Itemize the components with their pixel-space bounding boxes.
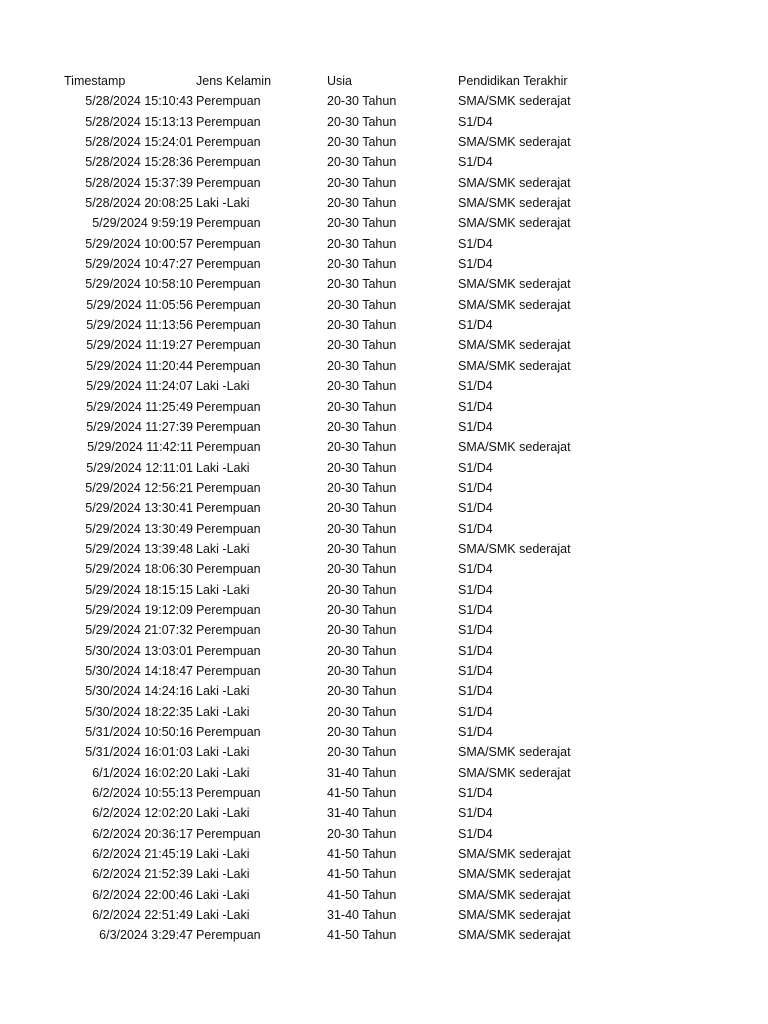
- cell-timestamp: 5/29/2024 18:06:30: [85, 562, 193, 577]
- table-row: [0, 315, 768, 335]
- cell-timestamp: 5/28/2024 15:13:13: [85, 114, 193, 129]
- cell-age: 20-30 Tahun: [327, 501, 397, 516]
- cell-education: S1/D4: [458, 236, 493, 251]
- cell-age: 20-30 Tahun: [327, 440, 397, 455]
- cell-age: 20-30 Tahun: [327, 562, 397, 577]
- cell-gender: Perempuan: [196, 501, 261, 516]
- cell-timestamp: 6/2/2024 22:00:46: [92, 887, 193, 902]
- cell-age: 20-30 Tahun: [327, 236, 397, 251]
- cell-gender: Laki -Laki: [196, 867, 250, 882]
- cell-gender: Perempuan: [196, 338, 261, 353]
- cell-education: SMA/SMK sederajat: [458, 440, 571, 455]
- cell-education: SMA/SMK sederajat: [458, 847, 571, 862]
- cell-gender: Perempuan: [196, 94, 261, 109]
- cell-age: 20-30 Tahun: [327, 358, 397, 373]
- cell-education: S1/D4: [458, 643, 493, 658]
- table-row: [0, 620, 768, 640]
- table-row: [0, 702, 768, 722]
- column-header-age: Usia: [327, 74, 353, 88]
- cell-age: 20-30 Tahun: [327, 175, 397, 190]
- cell-age: 41-50 Tahun: [327, 847, 397, 862]
- table-row: [0, 437, 768, 457]
- cell-timestamp: 5/29/2024 13:30:49: [85, 521, 193, 536]
- cell-gender: Laki -Laki: [196, 460, 250, 475]
- table-row: [0, 254, 768, 274]
- cell-gender: Laki -Laki: [196, 379, 250, 394]
- column-header-education: Pendidikan Terakhir: [458, 74, 568, 88]
- cell-gender: Perempuan: [196, 440, 261, 455]
- cell-education: SMA/SMK sederajat: [458, 745, 571, 760]
- cell-education: S1/D4: [458, 684, 493, 699]
- cell-gender: Perempuan: [196, 277, 261, 292]
- cell-age: 41-50 Tahun: [327, 867, 397, 882]
- table-row: [0, 173, 768, 193]
- cell-timestamp: 5/29/2024 19:12:09: [85, 602, 193, 617]
- cell-education: S1/D4: [458, 257, 493, 272]
- cell-gender: Perempuan: [196, 216, 261, 231]
- table-row: [0, 193, 768, 213]
- cell-education: S1/D4: [458, 806, 493, 821]
- cell-timestamp: 5/29/2024 11:20:44: [86, 358, 193, 373]
- table-row: [0, 356, 768, 376]
- table-row: [0, 213, 768, 233]
- cell-timestamp: 6/2/2024 21:52:39: [92, 867, 193, 882]
- cell-timestamp: 6/2/2024 22:51:49: [92, 908, 193, 923]
- cell-age: 20-30 Tahun: [327, 826, 397, 841]
- cell-education: SMA/SMK sederajat: [458, 216, 571, 231]
- cell-education: SMA/SMK sederajat: [458, 297, 571, 312]
- cell-timestamp: 6/2/2024 10:55:13: [92, 786, 193, 801]
- table-row: [0, 539, 768, 559]
- cell-timestamp: 5/28/2024 15:37:39: [85, 175, 193, 190]
- cell-timestamp: 5/30/2024 14:24:16: [85, 684, 193, 699]
- cell-gender: Laki -Laki: [196, 745, 250, 760]
- cell-age: 20-30 Tahun: [327, 216, 397, 231]
- cell-gender: Perempuan: [196, 419, 261, 434]
- cell-timestamp: 5/29/2024 13:39:48: [85, 541, 193, 556]
- cell-timestamp: 5/29/2024 11:24:07: [86, 379, 193, 394]
- cell-gender: Laki -Laki: [196, 765, 250, 780]
- cell-gender: Perempuan: [196, 318, 261, 333]
- table-row: [0, 458, 768, 478]
- cell-timestamp: 5/29/2024 11:13:56: [86, 318, 193, 333]
- table-row: [0, 559, 768, 579]
- cell-gender: Perempuan: [196, 521, 261, 536]
- table-row: [0, 722, 768, 742]
- cell-timestamp: 5/28/2024 15:10:43: [85, 94, 193, 109]
- cell-education: S1/D4: [458, 460, 493, 475]
- cell-education: SMA/SMK sederajat: [458, 175, 571, 190]
- cell-gender: Laki -Laki: [196, 582, 250, 597]
- cell-education: S1/D4: [458, 826, 493, 841]
- table-header-row: [0, 71, 768, 91]
- cell-age: 20-30 Tahun: [327, 460, 397, 475]
- cell-age: 20-30 Tahun: [327, 623, 397, 638]
- cell-gender: Perempuan: [196, 643, 261, 658]
- column-header-timestamp: Timestamp: [64, 74, 126, 88]
- table-row: [0, 763, 768, 783]
- cell-age: 20-30 Tahun: [327, 602, 397, 617]
- cell-timestamp: 5/28/2024 20:08:25: [85, 196, 193, 211]
- survey-response-table: [0, 71, 768, 946]
- cell-education: SMA/SMK sederajat: [458, 277, 571, 292]
- cell-gender: Laki -Laki: [196, 196, 250, 211]
- cell-gender: Perempuan: [196, 480, 261, 495]
- cell-education: S1/D4: [458, 419, 493, 434]
- cell-age: 20-30 Tahun: [327, 399, 397, 414]
- table-row: [0, 91, 768, 111]
- table-row: [0, 397, 768, 417]
- table-row: [0, 742, 768, 762]
- cell-gender: Laki -Laki: [196, 806, 250, 821]
- cell-gender: Perempuan: [196, 135, 261, 150]
- table-row: [0, 844, 768, 864]
- table-row: [0, 824, 768, 844]
- cell-gender: Perempuan: [196, 602, 261, 617]
- cell-timestamp: 6/1/2024 16:02:20: [92, 765, 193, 780]
- cell-education: SMA/SMK sederajat: [458, 908, 571, 923]
- cell-gender: Perempuan: [196, 114, 261, 129]
- cell-education: S1/D4: [458, 114, 493, 129]
- cell-age: 20-30 Tahun: [327, 135, 397, 150]
- cell-gender: Perempuan: [196, 399, 261, 414]
- table-row: [0, 600, 768, 620]
- cell-gender: Perempuan: [196, 175, 261, 190]
- cell-timestamp: 6/2/2024 21:45:19: [92, 847, 193, 862]
- cell-age: 20-30 Tahun: [327, 704, 397, 719]
- cell-age: 31-40 Tahun: [327, 765, 397, 780]
- cell-timestamp: 5/29/2024 12:56:21: [85, 480, 193, 495]
- cell-age: 20-30 Tahun: [327, 541, 397, 556]
- cell-age: 20-30 Tahun: [327, 114, 397, 129]
- cell-age: 20-30 Tahun: [327, 725, 397, 739]
- cell-timestamp: 5/29/2024 11:42:11: [87, 440, 193, 455]
- table-row: [0, 376, 768, 396]
- cell-timestamp: 5/29/2024 10:47:27: [85, 257, 193, 272]
- cell-education: SMA/SMK sederajat: [458, 358, 571, 373]
- cell-timestamp: 5/29/2024 11:19:27: [86, 338, 193, 353]
- column-header-gender: Jens Kelamin: [196, 74, 272, 88]
- cell-age: 20-30 Tahun: [327, 196, 397, 211]
- cell-timestamp: 5/29/2024 10:58:10: [85, 277, 193, 292]
- cell-age: 41-50 Tahun: [327, 887, 397, 902]
- cell-age: 20-30 Tahun: [327, 582, 397, 597]
- cell-education: S1/D4: [458, 704, 493, 719]
- table-row: [0, 417, 768, 437]
- table-row: [0, 641, 768, 661]
- cell-gender: Perempuan: [196, 663, 261, 678]
- cell-age: 20-30 Tahun: [327, 277, 397, 292]
- cell-age: 20-30 Tahun: [327, 94, 397, 109]
- cell-timestamp: 6/2/2024 20:36:17: [92, 826, 193, 841]
- cell-education: SMA/SMK sederajat: [458, 338, 571, 353]
- cell-education: S1/D4: [458, 602, 493, 617]
- cell-gender: Perempuan: [196, 786, 261, 801]
- table-row: [0, 295, 768, 315]
- cell-education: SMA/SMK sederajat: [458, 196, 571, 211]
- cell-timestamp: 5/29/2024 21:07:32: [85, 623, 193, 638]
- cell-gender: Laki -Laki: [196, 908, 250, 923]
- cell-education: S1/D4: [458, 562, 493, 577]
- cell-timestamp: 6/2/2024 12:02:20: [92, 806, 193, 821]
- table-row: [0, 803, 768, 823]
- cell-gender: Laki -Laki: [196, 684, 250, 699]
- cell-education: S1/D4: [458, 155, 493, 170]
- cell-age: 20-30 Tahun: [327, 338, 397, 353]
- cell-timestamp: 5/29/2024 18:15:15: [85, 582, 193, 597]
- table-row: [0, 661, 768, 681]
- cell-timestamp: 5/31/2024 16:01:03: [85, 745, 193, 760]
- cell-gender: Laki -Laki: [196, 704, 250, 719]
- cell-age: 20-30 Tahun: [327, 521, 397, 536]
- cell-age: 20-30 Tahun: [327, 257, 397, 272]
- table-body: [0, 91, 768, 945]
- cell-education: S1/D4: [458, 582, 493, 597]
- cell-education: S1/D4: [458, 379, 493, 394]
- cell-age: 20-30 Tahun: [327, 318, 397, 333]
- cell-age: 20-30 Tahun: [327, 419, 397, 434]
- cell-gender: Perempuan: [196, 725, 261, 739]
- table-row: [0, 498, 768, 518]
- cell-education: SMA/SMK sederajat: [458, 928, 571, 943]
- cell-gender: Laki -Laki: [196, 887, 250, 902]
- cell-age: 41-50 Tahun: [327, 786, 397, 801]
- table-row: [0, 925, 768, 945]
- cell-education: S1/D4: [458, 480, 493, 495]
- cell-age: 31-40 Tahun: [327, 806, 397, 821]
- cell-timestamp: 5/30/2024 13:03:01: [85, 643, 193, 658]
- cell-age: 20-30 Tahun: [327, 480, 397, 495]
- table-row: [0, 580, 768, 600]
- cell-timestamp: 5/29/2024 10:00:57: [85, 236, 193, 251]
- cell-gender: Perempuan: [196, 826, 261, 841]
- table-row: [0, 681, 768, 701]
- cell-education: S1/D4: [458, 399, 493, 414]
- cell-education: SMA/SMK sederajat: [458, 541, 571, 556]
- cell-gender: Perempuan: [196, 358, 261, 373]
- cell-education: S1/D4: [458, 623, 493, 638]
- table-row: [0, 132, 768, 152]
- cell-gender: Perempuan: [196, 236, 261, 251]
- cell-gender: Perempuan: [196, 297, 261, 312]
- cell-age: 20-30 Tahun: [327, 745, 397, 760]
- table-row: [0, 478, 768, 498]
- cell-education: S1/D4: [458, 725, 493, 739]
- cell-timestamp: 5/30/2024 18:22:35: [85, 704, 193, 719]
- table-row: [0, 112, 768, 132]
- cell-gender: Perempuan: [196, 155, 261, 170]
- cell-gender: Perempuan: [196, 562, 261, 577]
- cell-education: SMA/SMK sederajat: [458, 867, 571, 882]
- cell-age: 20-30 Tahun: [327, 643, 397, 658]
- cell-timestamp: 5/29/2024 13:30:41: [85, 501, 193, 516]
- cell-age: 20-30 Tahun: [327, 379, 397, 394]
- table-row: [0, 864, 768, 884]
- cell-timestamp: 5/29/2024 11:05:56: [86, 297, 193, 312]
- table-row: [0, 905, 768, 925]
- cell-education: SMA/SMK sederajat: [458, 887, 571, 902]
- table-row: [0, 783, 768, 803]
- cell-gender: Laki -Laki: [196, 541, 250, 556]
- cell-education: SMA/SMK sederajat: [458, 94, 571, 109]
- cell-gender: Perempuan: [196, 928, 261, 943]
- cell-timestamp: 5/30/2024 14:18:47: [85, 663, 193, 678]
- cell-gender: Perempuan: [196, 257, 261, 272]
- cell-gender: Laki -Laki: [196, 847, 250, 862]
- cell-timestamp: 5/29/2024 11:25:49: [86, 399, 193, 414]
- cell-age: 20-30 Tahun: [327, 297, 397, 312]
- cell-timestamp: 5/31/2024 10:50:16: [85, 725, 193, 739]
- table-row: [0, 519, 768, 539]
- table-row: [0, 152, 768, 172]
- cell-education: S1/D4: [458, 521, 493, 536]
- cell-timestamp: 5/28/2024 15:24:01: [85, 135, 193, 150]
- cell-timestamp: 5/28/2024 15:28:36: [85, 155, 193, 170]
- cell-education: S1/D4: [458, 501, 493, 516]
- cell-timestamp: 6/3/2024 3:29:47: [99, 928, 193, 943]
- table-row: [0, 335, 768, 355]
- table-row: [0, 274, 768, 294]
- cell-gender: Perempuan: [196, 623, 261, 638]
- cell-age: 20-30 Tahun: [327, 684, 397, 699]
- cell-timestamp: 5/29/2024 11:27:39: [86, 419, 193, 434]
- cell-education: S1/D4: [458, 786, 493, 801]
- cell-age: 20-30 Tahun: [327, 663, 397, 678]
- cell-age: 20-30 Tahun: [327, 155, 397, 170]
- cell-education: S1/D4: [458, 318, 493, 333]
- cell-education: S1/D4: [458, 663, 493, 678]
- cell-age: 41-50 Tahun: [327, 928, 397, 943]
- cell-education: SMA/SMK sederajat: [458, 765, 571, 780]
- cell-education: SMA/SMK sederajat: [458, 135, 571, 150]
- table-row: [0, 885, 768, 905]
- cell-timestamp: 5/29/2024 9:59:19: [92, 216, 193, 231]
- cell-age: 31-40 Tahun: [327, 908, 397, 923]
- table-row: [0, 234, 768, 254]
- cell-timestamp: 5/29/2024 12:11:01: [86, 460, 193, 475]
